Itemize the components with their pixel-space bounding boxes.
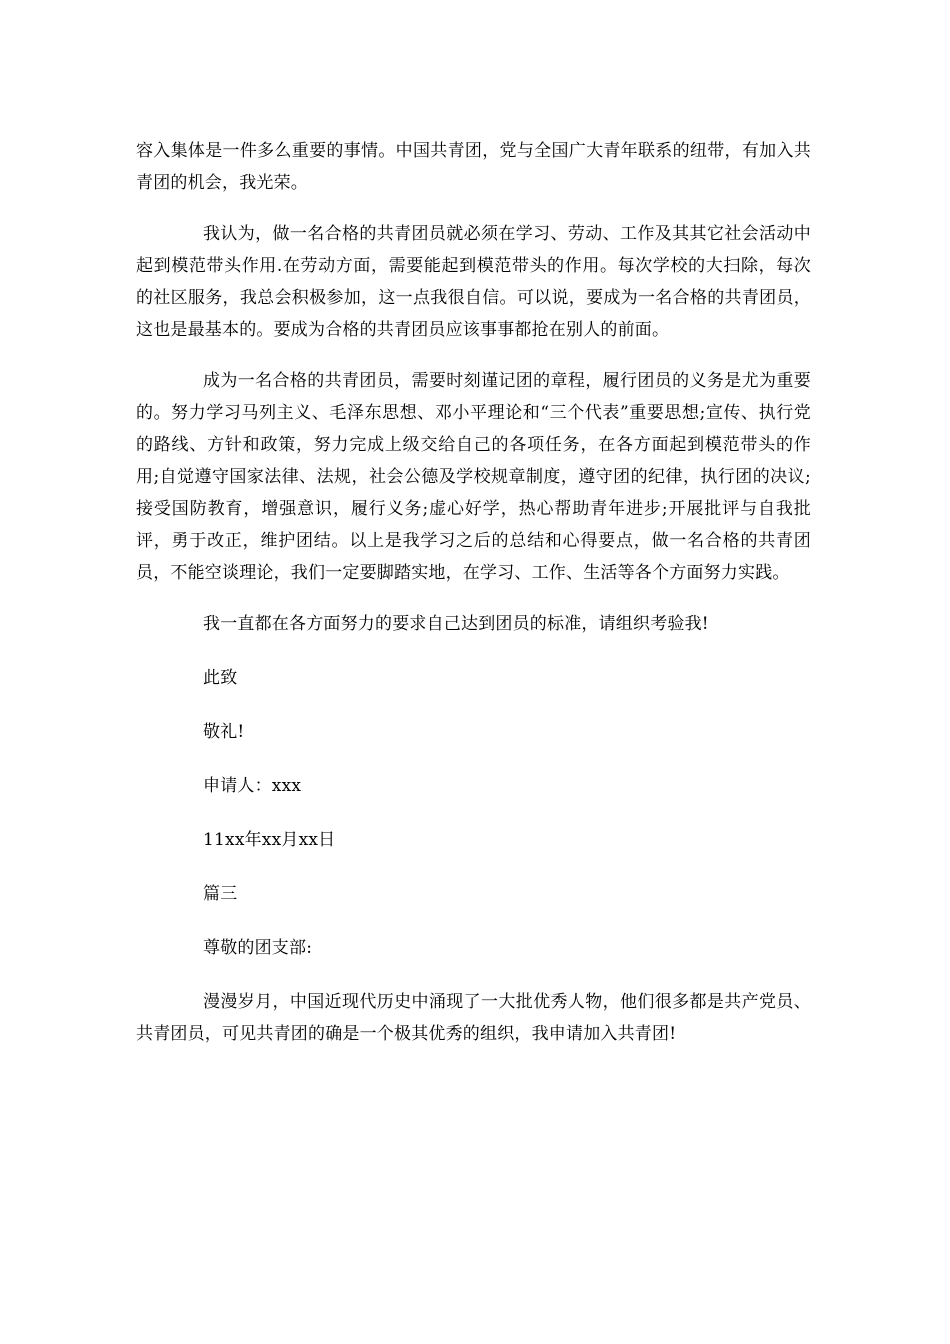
letter-greeting: 尊敬的团支部: xyxy=(203,938,313,958)
date-line: 11xx年xx月xx日 xyxy=(203,830,336,850)
paragraph-duties: 成为一名合格的共青团员，需要时刻谨记团的章程，履行团员的义务是尤为重要的。努力学习马列主义、毛泽东思想、邓小平理论和“三个代表”重要思想;宣传、执行党的路线、方针和政策，努力完成上级交给自己的各项任务，在各方面起到模范带头的作用;自觉遵守国家法律、法规，社会公德及学校规章制度，遵守团的纪律，执行团的决议;接受国防教育，增强意识，履行义务;虚心好学，热心帮助青年进步;开展批评与自我批评，勇于改正，维护团结。以上是我学习之后的总结和心得要点，做一名合格的共青团员，不能空谈理论，我们一定要脚踏实地，在学习、工作、生活等各个方面努力实践。 xyxy=(136,371,811,583)
closing-regards: 敬礼! xyxy=(203,722,245,742)
paragraph-request: 我一直都在各方面努力的要求自己达到团员的标准，请组织考验我! xyxy=(203,614,709,634)
applicant-line: 申请人：xxx xyxy=(203,776,302,796)
paragraph-labor: 我认为，做一名合格的共青团员就必须在学习、劳动、工作及其其它社会活动中起到模范带头作用.在劳动方面，需要能起到模范带头的作用。每次学校的大扫除，每次的社区服务，我总会积极参加，这一点我很自信。可以说，要成为一名合格的共青团员，这也是最基本的。要成为合格的共青团员应该事事都抢在别人的前面。 xyxy=(136,224,811,340)
paragraph-history: 漫漫岁月，中国近现代历史中涌现了一大批优秀人物，他们很多都是共产党员、共青团员，可见共青团的确是一个极其优秀的组织，我申请加入共青团! xyxy=(136,992,811,1044)
document-page xyxy=(136,135,811,1069)
closing-salutation: 此致 xyxy=(203,668,238,688)
section-heading: 篇三 xyxy=(203,884,238,904)
paragraph-intro: 容入集体是一件多么重要的事情。中国共青团，党与全国广大青年联系的纽带，有加入共青团的机会，我光荣。 xyxy=(136,141,811,193)
